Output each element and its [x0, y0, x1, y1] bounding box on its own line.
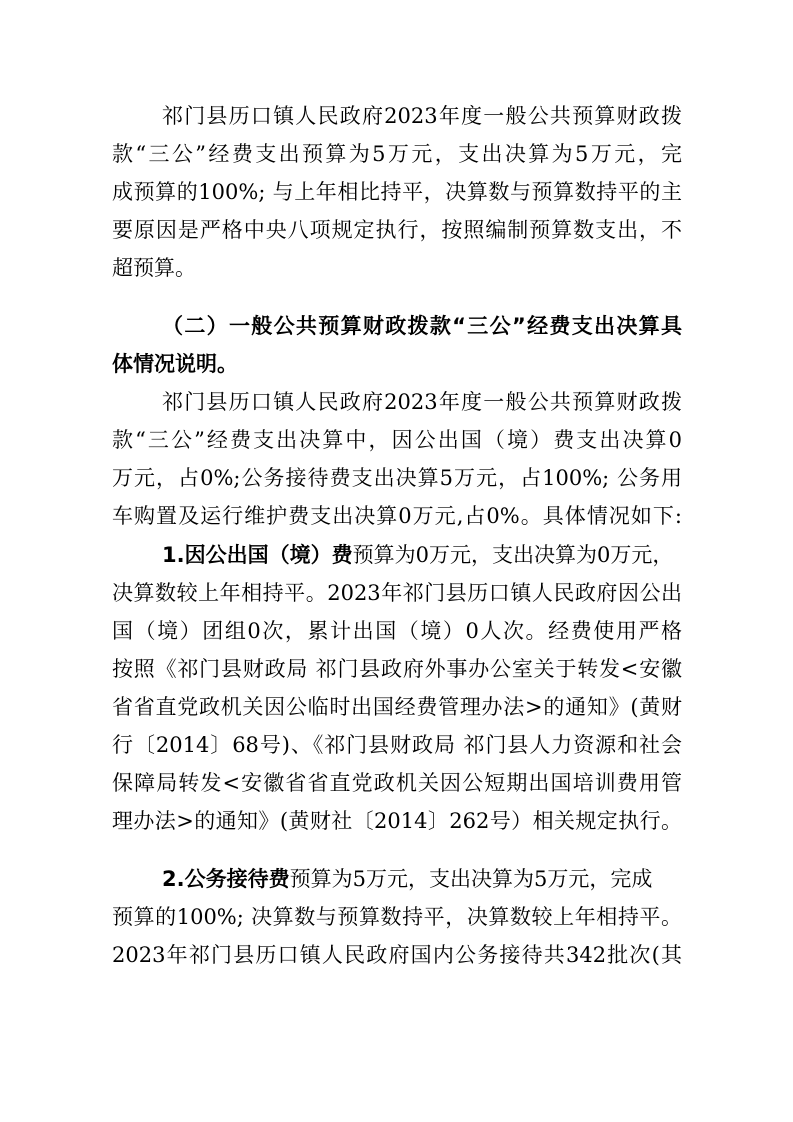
item-1-paragraph	[112, 536, 682, 840]
text-line: 国（境）团组0次，累计出国（境）0人次。经费使用严格	[112, 619, 682, 643]
paragraph-1	[112, 97, 682, 287]
item-2-text: 预算为5万元，支出决算为5万元，完成	[289, 867, 653, 891]
heading-line: （二）一般公共预算财政拨款“三公”经费支出决算具	[162, 314, 682, 338]
text-line: 万元，占0%;公务接待费支出决算5万元，占100%; 公务用	[112, 466, 682, 490]
item-2-heading: 2.公务接待费	[162, 867, 290, 891]
text-line	[112, 536, 682, 574]
text-line: 行〔2014〕68号)、《祁门县财政局 祁门县人力资源和社会	[112, 733, 682, 757]
text-line: 要原因是严格中央八项规定执行，按照编制预算数支出，不	[112, 218, 682, 242]
text-line: 省省直党政机关因公临时出国经费管理办法>的通知》(黄财	[112, 695, 682, 719]
text-line: 款“三公”经费支出预算为5万元，支出决算为5万元，完	[112, 142, 682, 166]
text-line: 2023年祁门县历口镇人民政府国内公务接待共342批次(其	[112, 943, 682, 967]
text-line: 祁门县历口镇人民政府2023年度一般公共预算财政拨	[162, 104, 682, 128]
text-line: 理办法>的通知》(黄财社〔2014〕262号）相关规定执行。	[112, 809, 682, 833]
paragraph-3	[112, 383, 682, 535]
heading-line: 体情况说明。	[112, 352, 238, 376]
section-heading	[112, 307, 682, 383]
text-line: 决算数较上年相持平。2023年祁门县历口镇人民政府因公出	[112, 581, 682, 605]
text-line: 祁门县历口镇人民政府2023年度一般公共预算财政拨	[162, 390, 682, 414]
text-line	[112, 860, 682, 898]
item-1-heading: 1.因公出国（境）费	[162, 543, 353, 567]
text-line: 成预算的100%; 与上年相比持平，决算数与预算数持平的主	[112, 180, 682, 204]
text-line: 超预算。	[112, 256, 196, 280]
text-line: 按照《祁门县财政局 祁门县政府外事办公室关于转发<安徽	[112, 657, 682, 681]
text-line: 保障局转发<安徽省省直党政机关因公短期出国培训费用管	[112, 771, 682, 795]
text-line: 车购置及运行维护费支出决算0万元,占0%。具体情况如下:	[112, 504, 682, 528]
text-line: 预算的100%; 决算数与预算数持平，决算数较上年相持平。	[112, 905, 682, 929]
item-1-text: 预算为0万元，支出决算为0万元，	[352, 543, 674, 567]
text-line: 款“三公”经费支出决算中，因公出国（境）费支出决算0	[112, 428, 682, 452]
item-2-paragraph	[112, 860, 682, 974]
